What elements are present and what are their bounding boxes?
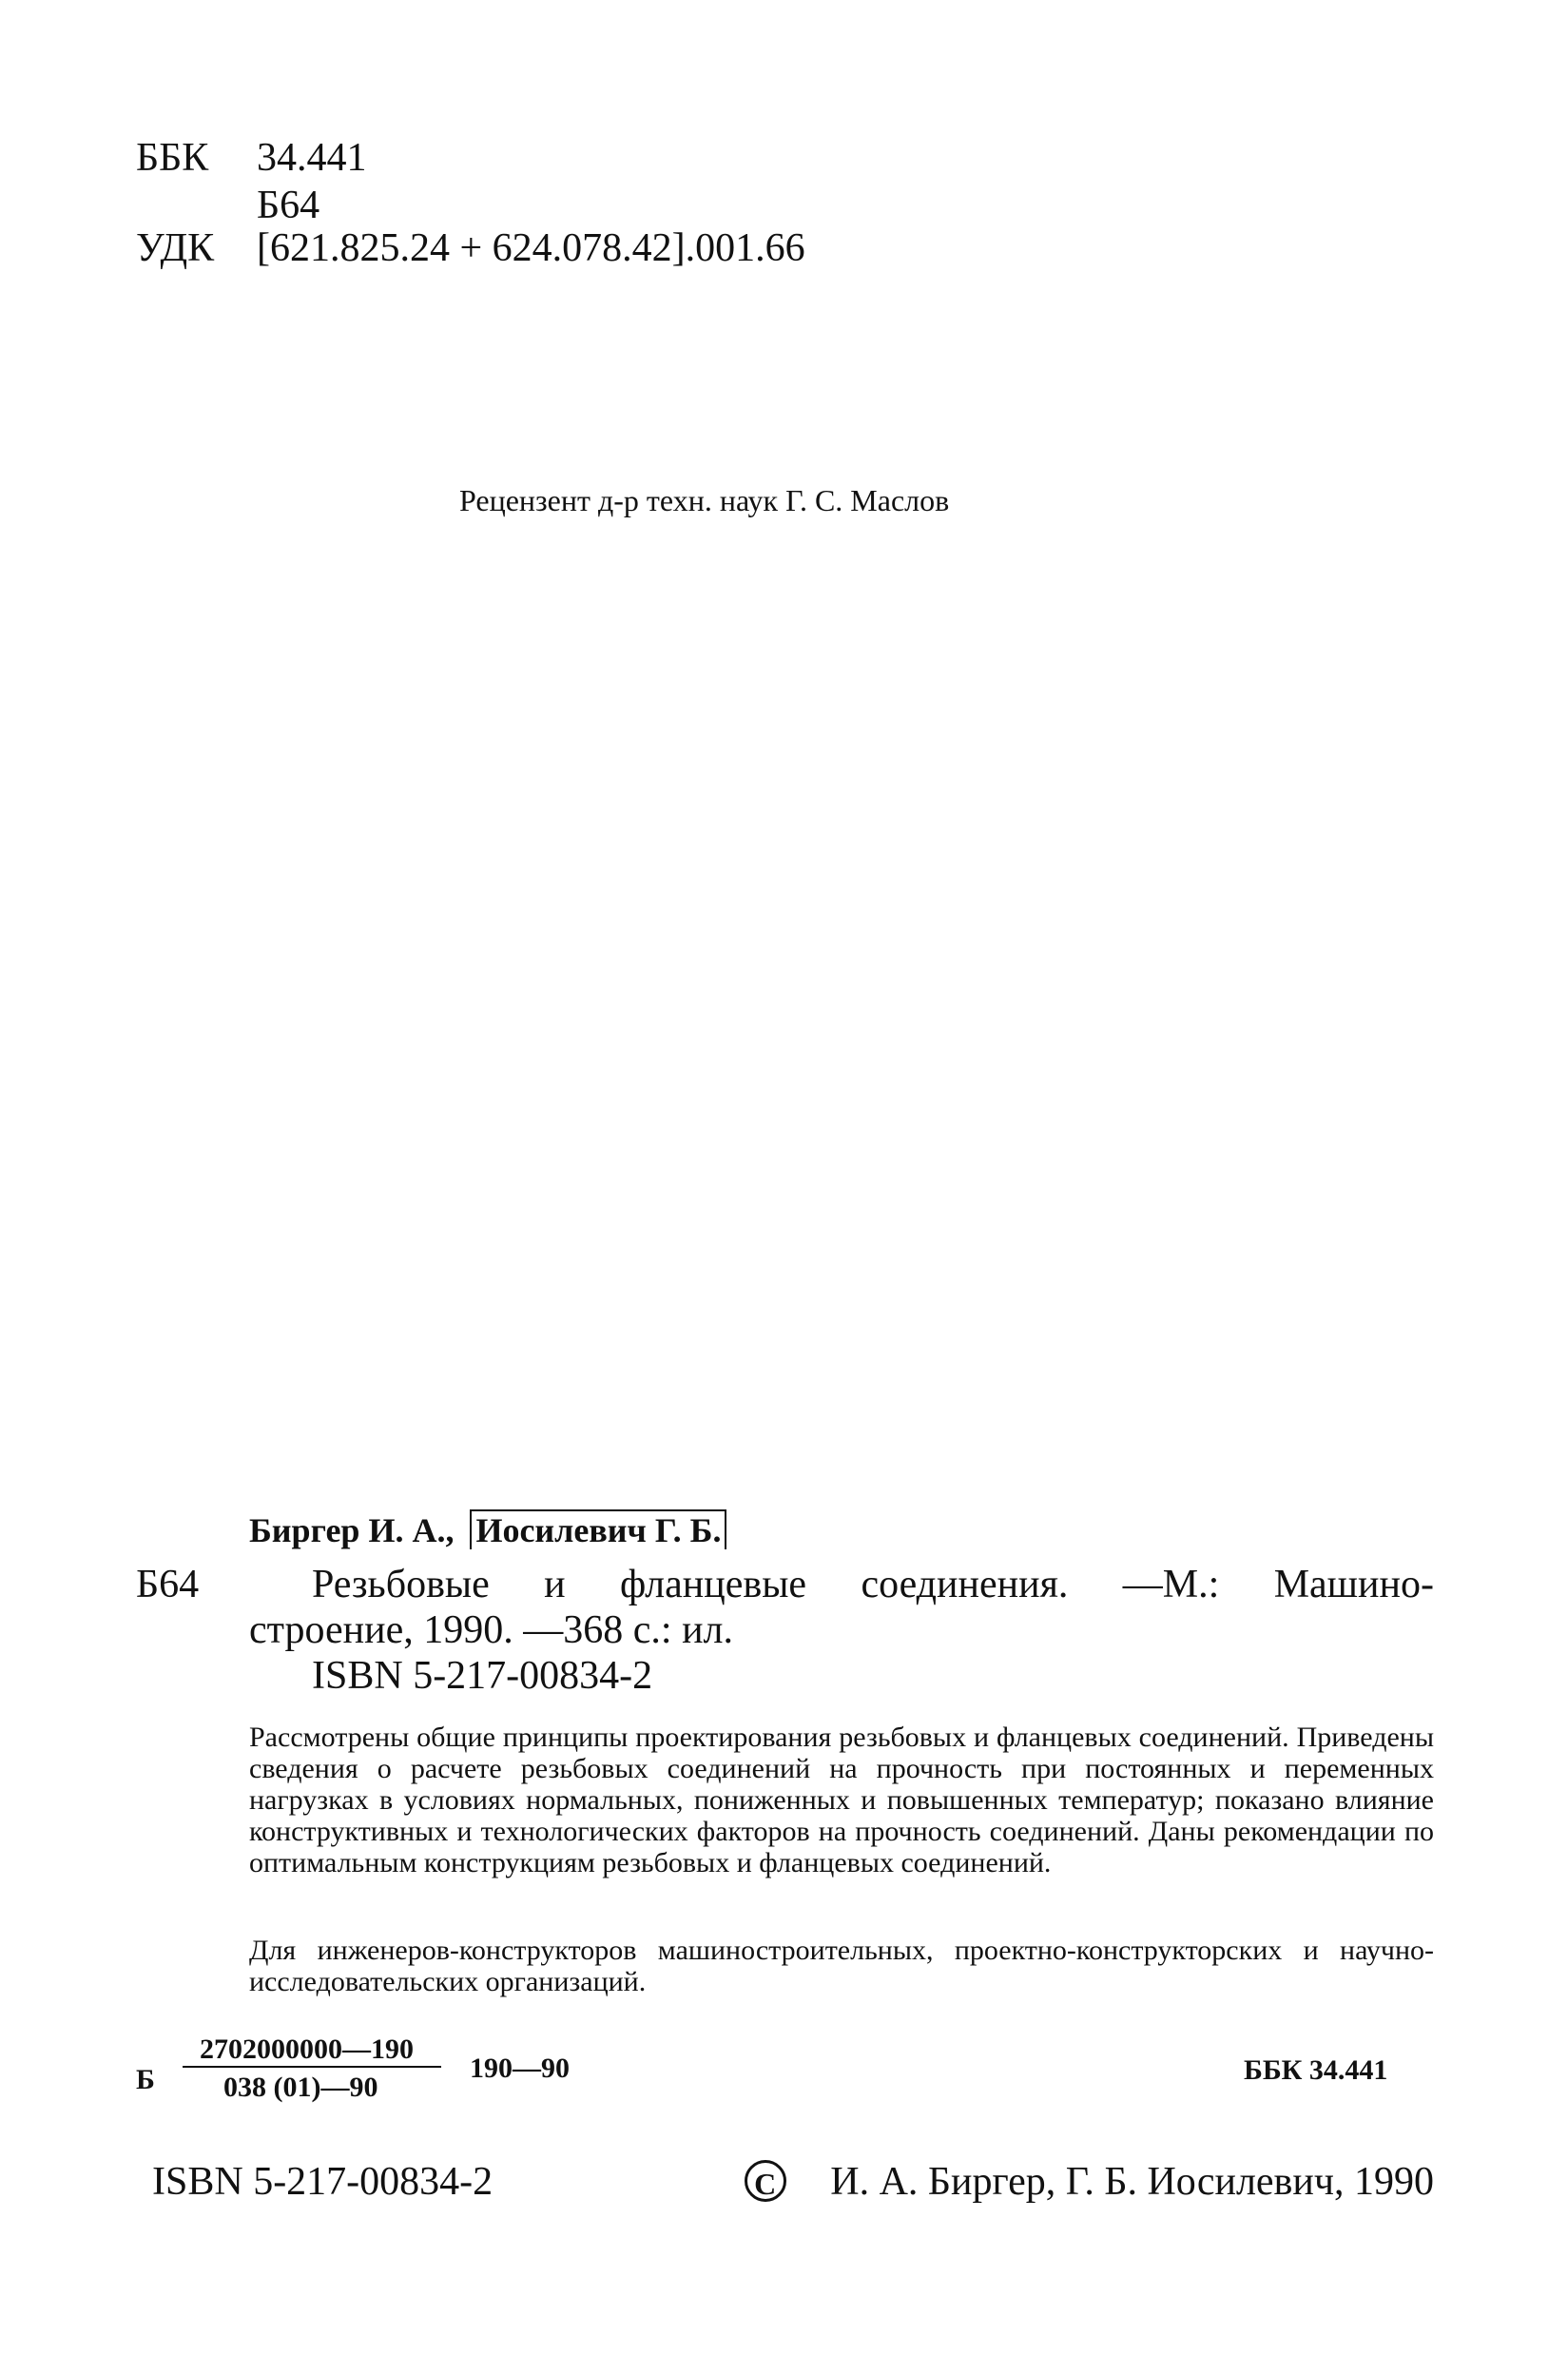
title-word: и bbox=[544, 1563, 566, 1606]
title-word: —М.: bbox=[1122, 1563, 1220, 1606]
fraction-divider bbox=[183, 2066, 441, 2068]
title-word: фланцевые bbox=[620, 1563, 807, 1606]
copyright-footer bbox=[152, 2159, 1434, 2205]
annotation-paragraph: Рассмотрены общие принципы проектирования резьбовых и фланцевых соединений. Приведены сведения о расчете резьбовых соединений на прочность при постоянных и переменных нагрузках в условиях нормальных, пониженных и повышенных температур; показано влияние конструктивных и технологических факторов на прочность соединений. Даны рекомендации по оптимальным конструкциям резьбовых и фланцевых соединений. bbox=[249, 1722, 1434, 1878]
title-line-2: строение, 1990. —368 с.: ил. bbox=[249, 1608, 734, 1652]
author-mark-top: Б64 bbox=[257, 184, 320, 227]
title-word: соединения. bbox=[861, 1563, 1069, 1606]
bbk-bottom: ББК 34.441 bbox=[1244, 2054, 1388, 2086]
index-numerator: 2702000000—190 bbox=[200, 2033, 414, 2065]
isbn-entry: ISBN 5-217-00834-2 bbox=[312, 1654, 653, 1698]
udk-value: [621.825.24 + 624.078.42].001.66 bbox=[257, 226, 805, 270]
title-word: Резьбовые bbox=[312, 1563, 490, 1606]
author-mark-entry: Б64 bbox=[136, 1563, 200, 1606]
author-primary: Биргер И. А., bbox=[249, 1511, 455, 1549]
authors-line bbox=[249, 1510, 726, 1550]
copyright-block bbox=[745, 2159, 1434, 2205]
index-letter: Б bbox=[136, 2064, 155, 2095]
reviewer-line: Рецензент д-р техн. наук Г. С. Маслов bbox=[459, 483, 950, 517]
bbk-value: 34.441 bbox=[257, 136, 367, 180]
audience-paragraph: Для инженеров-конструкторов машиностроительных, проектно-конструкторских и научно-исследовательских организаций. bbox=[249, 1935, 1434, 1997]
index-denominator: 038 (01)—90 bbox=[223, 2072, 378, 2103]
author-deceased-boxed: Иосилевич Г. Б. bbox=[470, 1509, 726, 1549]
udk-label: УДК bbox=[136, 226, 215, 270]
index-code: 190—90 bbox=[470, 2053, 570, 2084]
title-line-1 bbox=[312, 1562, 1434, 1607]
bbk-label: ББК bbox=[136, 136, 209, 180]
title-word: Машино- bbox=[1273, 1563, 1434, 1606]
copyright-text: И. А. Биргер, Г. Б. Иосилевич, 1990 bbox=[830, 2160, 1434, 2204]
copyright-icon: C bbox=[745, 2160, 786, 2202]
footer-isbn: ISBN 5-217-00834-2 bbox=[152, 2160, 494, 2204]
